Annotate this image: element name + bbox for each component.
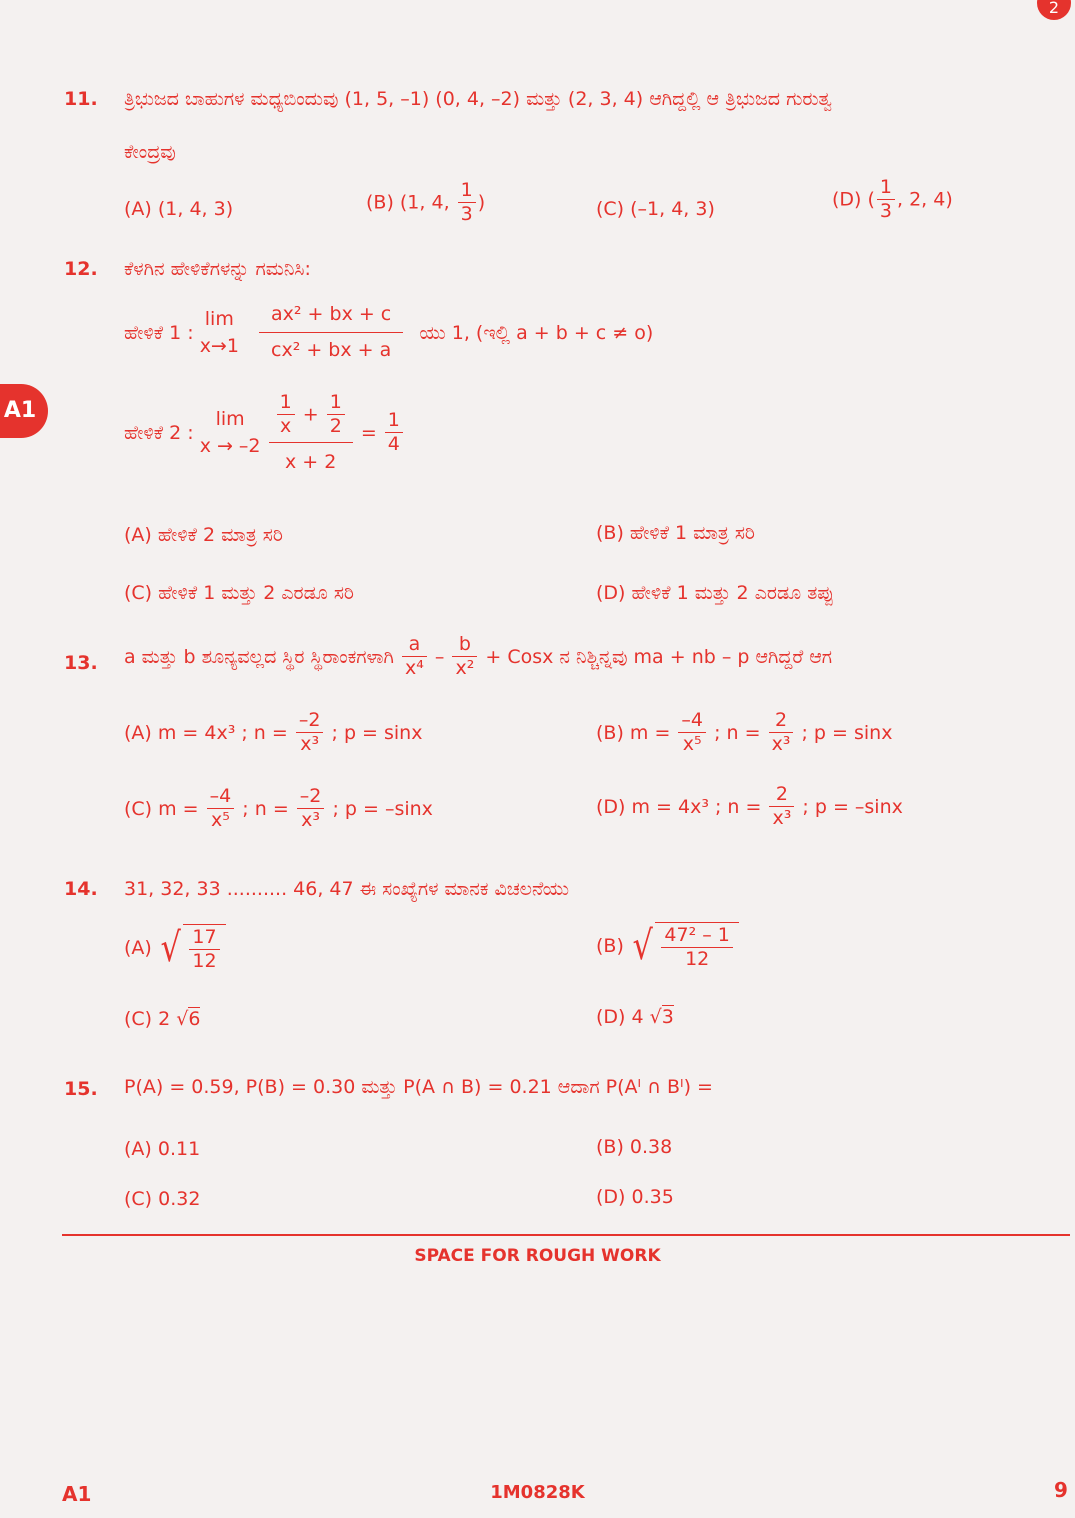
side-tab-a1: A1 [0,384,48,438]
fraction: $\frac{-2}{\text{x³}}$ [296,710,324,756]
fraction: $\frac{-4}{\text{x⁵}}$ [678,710,706,756]
footer-version: A1 [62,1482,92,1506]
option-a: (A) ಹೇಳಿಕೆ 2 ಮಾತ್ರ ಸರಿ [124,524,283,546]
fraction: $\frac{\text{47² – 1}}{12}$ [661,925,732,971]
statement-2: ಹೇಳಿಕೆ 2 : lim x → –2 $\frac{1}{x}$ + $\frac{1}{2}$ x + 2 = $\frac{1}{4}$ [124,392,405,473]
option-b: (B) m = $\frac{-4}{\text{x⁵}}$ ; n = $\frac{2}{\text{x³}}$ ; p = sinx [596,709,893,755]
option-d: (D) 4 √3 [596,1006,674,1028]
fraction: $\frac{-2}{\text{x³}}$ [297,786,325,832]
option-d: (D) 0.35 [596,1186,674,1208]
question-number: 13. [64,652,98,674]
option-a: (A) m = 4x³ ; n = $\frac{-2}{\text{x³}}$ ; p = sinx [124,709,423,755]
rough-work-heading: SPACE FOR ROUGH WORK [414,1246,661,1266]
option-b: (B) (1, 4, $\frac{1}{3}$ ) [366,179,486,225]
option-c: (C) 2 √6 [124,1008,201,1030]
option-c: (C) 0.32 [124,1188,201,1210]
question-text: P(A) = 0.59, P(B) = 0.30 ಮತ್ತು P(A ∩ B) = 0.21 ಆದಾಗ P(Aᴵ ∩ Bᴵ) = [124,1076,713,1098]
question-text-continued: ಕೇಂದ್ರವು [124,141,176,163]
fraction: $\frac{-4}{\text{x⁵}}$ [207,786,235,832]
limit: lim x → –2 [199,408,261,457]
footer-code: 1M0828K [490,1482,585,1503]
fraction: $\frac{a}{\text{x⁴}}$ [402,634,427,680]
fraction: $\frac{1}{3}$ [458,180,476,226]
option-d: (D) m = 4x³ ; n = $\frac{2}{\text{x³}}$ ; p = –sinx [596,783,903,829]
fraction: $\frac{1}{2}$ [327,392,345,438]
option-d: (D) ಹೇಳಿಕೆ 1 ಮತ್ತು 2 ಎರಡೂ ತಪ್ಪು [596,582,835,604]
option-c: (C) m = $\frac{-4}{\text{x⁵}}$ ; n = $\frac{-2}{\text{x³}}$ ; p = –sinx [124,785,433,831]
question-text: a ಮತ್ತು b ಶೂನ್ಯವಲ್ಲದ ಸ್ಥಿರ ಸ್ಥಿರಾಂಕಗಳಾಗಿ $\frac{a}{\text{x⁴}}$ – $\frac{b}{\text{x²}}$ + Cosx ನ ನಿಶ್ಚಿನ್ನವು ma + nb – p ಆಗಿದ್ದರೆ ಆಗ [124,633,833,679]
question-number: 15. [64,1078,98,1100]
question-number: 14. [64,878,98,900]
fraction: $\frac{1}{x}$ [277,392,295,438]
question-number: 12. [64,258,98,280]
fraction: $\frac{1}{4}$ [385,410,403,456]
fraction: $\frac{2}{\text{x³}}$ [769,710,794,756]
compound-fraction: $\frac{1}{x}$ + $\frac{1}{2}$ x + 2 [269,392,353,473]
option-a: (A) √ $\frac{17}{12}$ [124,924,226,973]
square-root: √ $\frac{17}{12}$ [158,924,226,973]
option-b: (B) 0.38 [596,1136,673,1158]
question-number: 11. [64,88,98,110]
option-c: (C) (–1, 4, 3) [596,198,715,220]
option-b: (B) √ $\frac{\text{47² – 1}}{12}$ [596,922,739,971]
option-d: (D) ( $\frac{1}{3}$ , 2, 4) [832,176,953,222]
page-number: 9 [1054,1478,1068,1502]
fraction: $\frac{17}{12}$ [189,927,219,973]
corner-marker: 2 [1037,0,1071,20]
option-a: (A) (1, 4, 3) [124,198,234,220]
option-c: (C) ಹೇಳಿಕೆ 1 ಮತ್ತು 2 ಎರಡೂ ಸರಿ [124,582,354,604]
fraction: $\frac{2}{\text{x³}}$ [769,784,794,830]
square-root: √ $\frac{\text{47² – 1}}{12}$ [630,922,739,971]
option-a: (A) 0.11 [124,1138,201,1160]
statement-1: ಹೇಳಿಕೆ 1 : lim x→1 $\frac{\text{ax² + bx + c}}{\text{cx² + bx + a}}$ ಯು 1, (ಇಲ್ಲಿ a + b + c ≠ o) [124,303,654,361]
fraction: $\frac{\text{ax² + bx + c}}{\text{cx² + bx + a}}$ [259,304,403,362]
fraction: $\frac{b}{\text{x²}}$ [452,634,477,680]
fraction: $\frac{1}{3}$ [877,177,895,223]
question-text: ತ್ರಿಭುಜದ ಬಾಹುಗಳ ಮಧ್ಯಬಿಂದುವು (1, 5, –1) (0, 4, –2) ಮತ್ತು (2, 3, 4) ಆಗಿದ್ದಲ್ಲಿ ಆ ತ್ರಿಭುಜದ ಗುರುತ್ವ [124,88,832,110]
section-divider [62,1234,1070,1236]
option-b: (B) ಹೇಳಿಕೆ 1 ಮಾತ್ರ ಸರಿ [596,522,755,544]
limit: lim x→1 [199,308,239,357]
question-text: 31, 32, 33 .......... 46, 47 ಈ ಸಂಖ್ಯೆಗಳ ಮಾನಕ ವಿಚಲನೆಯು [124,878,570,900]
question-text: ಕೆಳಗಿನ ಹೇಳಿಕೆಗಳನ್ನು ಗಮನಿಸಿ: [124,258,311,280]
